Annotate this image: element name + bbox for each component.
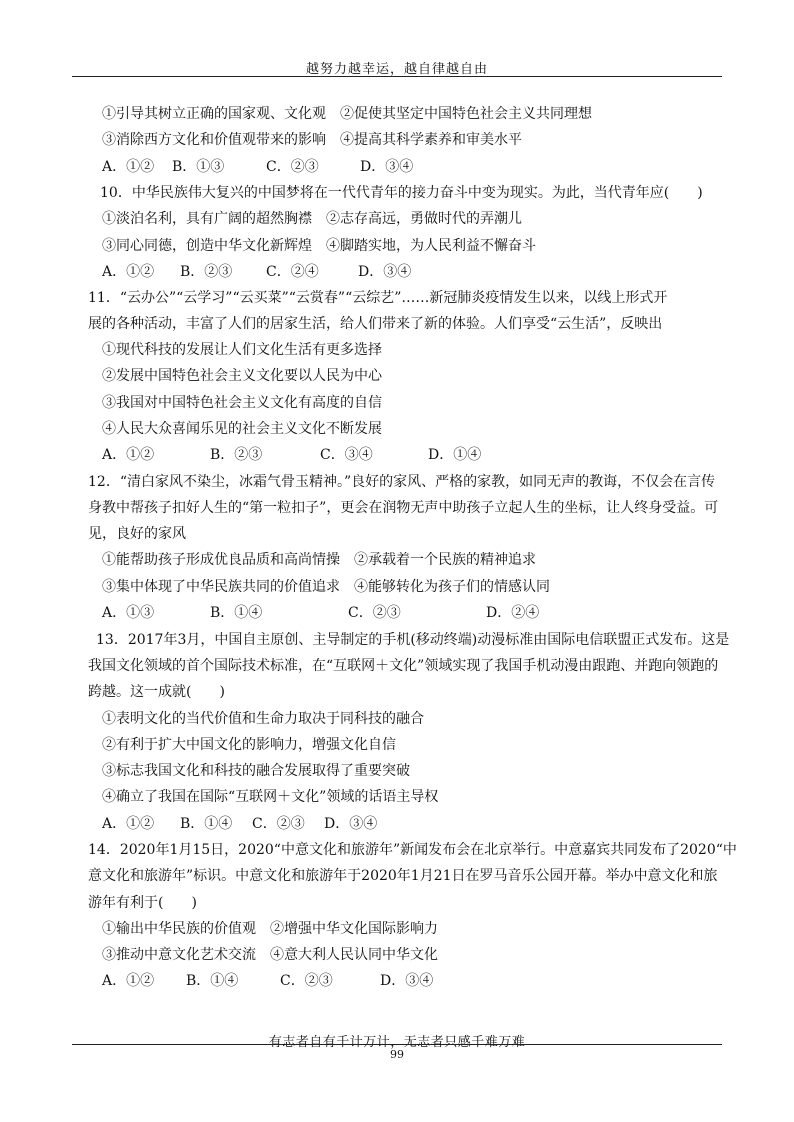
q13-answer-c: C．②③ — [252, 816, 305, 832]
q10-option-line-2: ③同心同德，创造中华文化新辉煌 ④脚踏实地，为人民利益不懈奋斗 — [102, 238, 536, 254]
page-header-motto: 越努力越幸运，越自律越自由 — [305, 62, 488, 77]
header-divider — [72, 76, 722, 77]
q12-stem-1: 12．“清白家风不染尘，冰霜气骨玉精神。”良好的家风、严格的家教，如同无声的教诲，不仅会在言传 — [88, 474, 716, 490]
q14-option-line-2: ③推动中意文化艺术交流 ④意大利人民认同中华文化 — [102, 947, 438, 963]
q13-option-2: ②有利于扩大中国文化的影响力，增强文化自信 — [102, 737, 396, 753]
q13-stem-3: 跨越。这一成就( ) — [88, 684, 225, 700]
q11-stem-1: 11．“云办公”“云学习”“云买菜”“云赏春”“云综艺”……新冠肺炎疫情发生以来，以线上形式开 — [88, 290, 668, 306]
q12-answer-c: C．②③ — [348, 605, 401, 621]
q10-answer-d: D．③④ — [358, 264, 412, 280]
q11-option-4: ④人民大众喜闻乐见的社会主义文化不断发展 — [102, 421, 382, 437]
q11-answer-b: B．②③ — [210, 447, 263, 463]
q12-stem-3: 见，良好的家风 — [88, 526, 186, 542]
q9-option-line-1: ①引导其树立正确的国家观、文化观 ②促使其坚定中国特色社会主义共同理想 — [102, 106, 592, 122]
q14-answer-c: C．②③ — [280, 973, 333, 989]
q14-answer-d: D．③④ — [380, 973, 434, 989]
q11-stem-2: 展的各种活动，丰富了人们的居家生活，给人们带来了新的体验。人们享受“云生活”，反映出 — [88, 316, 663, 332]
q13-answer-a: A．①② — [102, 816, 155, 832]
q14-stem-1: 14．2020年1月15日，2020“中意文化和旅游年”新闻发布会在北京举行。中意嘉宾共同发布了2020“中 — [88, 842, 737, 858]
q12-option-line-2: ③集中体现了中华民族共同的价值追求 ④能够转化为孩子们的情感认同 — [102, 579, 550, 595]
q13-option-4: ④确立了我国在国际“互联网＋文化”领域的话语主导权 — [102, 789, 439, 805]
q9-answer-a: A．①② — [102, 159, 155, 175]
q11-answer-d: D．①④ — [428, 447, 482, 463]
q11-option-3: ③我国对中国特色社会主义文化有高度的自信 — [102, 395, 382, 411]
q13-answer-b: B．①④ — [180, 816, 233, 832]
q14-stem-2: 意文化和旅游年”标识。中意文化和旅游年于2020年1月21日在罗马音乐公园开幕。举办中意文化和旅 — [88, 868, 718, 884]
q9-answer-c: C．②③ — [266, 159, 319, 175]
q12-answer-a: A．①③ — [102, 605, 155, 621]
page-footer-motto: 有志者自有千计万计，无志者只感千难万难 — [268, 1035, 526, 1050]
q10-answer-a: A．①② — [102, 264, 155, 280]
q9-option-line-2: ③消除西方文化和价值观带来的影响 ④提高其科学素养和审美水平 — [102, 132, 522, 148]
q10-answer-c: C．②④ — [266, 264, 319, 280]
footer-divider — [72, 1044, 722, 1045]
q9-answer-b: B．①③ — [172, 159, 225, 175]
q12-stem-2: 身教中帮孩子扣好人生的“第一粒扣子”，更会在润物无声中助孩子立起人生的坐标，让人终身受益。可 — [88, 500, 719, 516]
q13-stem-1: 13．2017年3月，中国自主原创、主导制定的手机(移动终端)动漫标准由国际电信联盟正式发布。这是 — [96, 632, 730, 648]
q9-answer-d: D．③④ — [360, 159, 414, 175]
q14-answer-b: B．①④ — [186, 973, 239, 989]
q11-answer-a: A．①② — [102, 447, 155, 463]
q11-option-1: ①现代科技的发展让人们文化生活有更多选择 — [102, 342, 382, 358]
q10-stem: 10．中华民族伟大复兴的中国梦将在一代代青年的接力奋斗中变为现实。为此，当代青年应( ) — [100, 185, 703, 201]
q10-option-line-1: ①淡泊名利，具有广阔的超然胸襟 ②志存高远，勇做时代的弄潮儿 — [102, 211, 522, 227]
page-number: 99 — [390, 1048, 404, 1061]
q14-stem-3: 游年有利于( ) — [88, 895, 197, 911]
q11-option-2: ②发展中国特色社会主义文化要以人民为中心 — [102, 368, 382, 384]
q11-answer-c: C．③④ — [320, 447, 373, 463]
q14-option-line-1: ①输出中华民族的价值观 ②增强中华文化国际影响力 — [102, 921, 438, 937]
q13-option-3: ③标志我国文化和科技的融合发展取得了重要突破 — [102, 763, 410, 779]
q14-answer-a: A．①② — [102, 973, 155, 989]
q13-option-1: ①表明文化的当代价值和生命力取决于同科技的融合 — [102, 711, 424, 727]
q12-answer-d: D．②④ — [486, 605, 540, 621]
q13-answer-d: D．③④ — [324, 816, 378, 832]
q12-option-line-1: ①能帮助孩子形成优良品质和高尚情操 ②承载着一个民族的精神追求 — [102, 552, 536, 568]
q13-stem-2: 我国文化领域的首个国际技术标准，在“互联网＋文化”领域实现了我国手机动漫由跟跑、并跑向领跑的 — [88, 658, 719, 674]
q12-answer-b: B．①④ — [210, 605, 263, 621]
q10-answer-b: B．②③ — [180, 264, 233, 280]
